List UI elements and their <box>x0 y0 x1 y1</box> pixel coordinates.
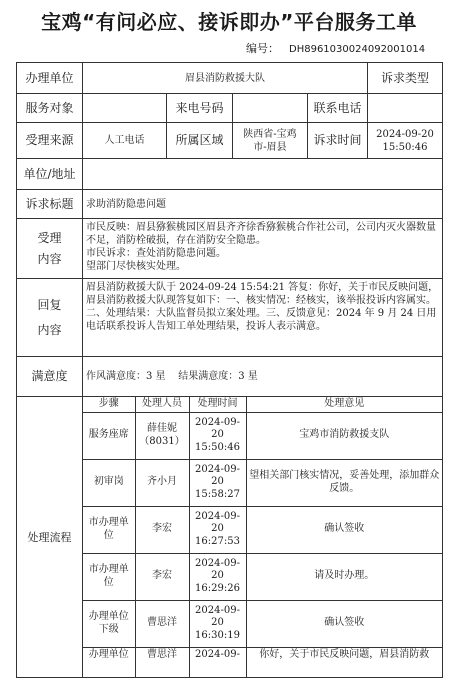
service-target-value <box>83 94 167 123</box>
contact-phone-label: 联系电话 <box>308 94 368 123</box>
unit-value: 眉县消防救援大队 <box>83 63 368 94</box>
row-contact <box>17 94 443 123</box>
reply-content: 眉县消防救援大队于 2024-09-24 15:54:21 答复：你好，关于市民反映问题，眉县消防救援大队现答复如下：一、核实情况：经核实，该举报投诉内容属实。二、处理结果：大队监督员拟立案处理。三、反馈意见：2024 年 9 月 24 日用电话联系投诉人告知工单处理结果，投诉人表示满意。 <box>83 279 443 357</box>
incoming-phone-value <box>233 94 308 123</box>
service-target-label: 服务对象 <box>17 94 83 123</box>
area-label: 所属区域 <box>167 123 233 159</box>
row-address <box>17 159 443 190</box>
flow-header-time: 处理时间 <box>189 397 246 412</box>
flow-cell <box>83 397 443 678</box>
flow-step: 初审岗 <box>83 459 135 506</box>
row-satisfaction <box>17 357 443 397</box>
subject-label: 诉求标题 <box>17 190 83 219</box>
address-label: 单位/地址 <box>17 159 83 190</box>
row-unit <box>17 63 443 94</box>
work-order-table <box>16 62 443 678</box>
flow-time: 2024-09- 20 16:30:19 <box>189 600 246 647</box>
flow-opinion: 确认签收 <box>246 600 442 647</box>
flow-time: 2024-09- 20 15:58:27 <box>189 459 246 506</box>
row-flow <box>17 397 443 678</box>
flow-row <box>83 506 442 553</box>
source-value: 人工电话 <box>83 123 167 159</box>
unit-label: 办理单位 <box>17 63 83 94</box>
area-value: 陕西省-宝鸡 市-眉县 <box>233 123 308 159</box>
reply-label-line2: 内容 <box>37 322 62 337</box>
flow-time: 2024-09- 20 15:50:46 <box>189 412 246 459</box>
flow-row <box>83 600 442 647</box>
flow-header-opinion: 处理意见 <box>246 397 442 412</box>
accept-label <box>17 219 83 279</box>
flow-row <box>83 459 442 506</box>
flow-header-step: 步骤 <box>83 397 135 412</box>
flow-table <box>83 397 442 677</box>
flow-step: 办理单位 <box>83 647 135 677</box>
flow-label: 处理流程 <box>17 397 83 678</box>
flow-person: 齐小月 <box>135 459 189 506</box>
incoming-phone-label: 来电号码 <box>167 94 233 123</box>
flow-person: 曹思洋 <box>135 600 189 647</box>
type-label: 诉求类型 <box>368 63 443 94</box>
flow-person: 薛佳妮 （8031） <box>135 412 189 459</box>
flow-person: 李宏 <box>135 506 189 553</box>
flow-time: 2024-09- <box>189 647 246 677</box>
row-subject <box>17 190 443 219</box>
flow-row <box>83 647 442 677</box>
row-source <box>17 123 443 159</box>
satisfaction-label: 满意度 <box>17 357 83 397</box>
flow-header-person: 处理人员 <box>135 397 189 412</box>
accept-label-line2: 内容 <box>37 251 62 266</box>
flow-step: 市办理单 位 <box>83 506 135 553</box>
flow-step: 服务座席 <box>83 412 135 459</box>
flow-time: 2024-09- 20 16:27:53 <box>189 506 246 553</box>
flow-row <box>83 553 442 600</box>
reply-label-line1: 回复 <box>37 297 62 312</box>
flow-step: 办理单位 下级 <box>83 600 135 647</box>
flow-time: 2024-09- 20 16:29:26 <box>189 553 246 600</box>
serial-number <box>246 40 425 56</box>
source-label: 受理来源 <box>17 123 83 159</box>
subject-value: 求助消防隐患问题 <box>83 190 443 219</box>
serial-label: 编号： <box>246 42 279 55</box>
flow-opinion: 请及时办理。 <box>246 553 442 600</box>
reply-label <box>17 279 83 357</box>
row-reply <box>17 279 443 357</box>
flow-person: 曹思洋 <box>135 647 189 677</box>
contact-phone-value <box>368 94 443 123</box>
document-title: 宝鸡“有问必应、接诉即办”平台服务工单 <box>41 10 417 34</box>
flow-row <box>83 412 442 459</box>
time-label: 诉求时间 <box>308 123 368 159</box>
address-value <box>83 159 443 190</box>
accept-content: 市民反映：眉县猕猴桃园区眉县齐齐徐香猕猴桃合作社公司，公司内灭火器数量不足，消防栓破损，存在消防安全隐患。 市民诉求：查处消防隐患问题。 望部门尽快核实处理。 <box>83 219 443 279</box>
satisfaction-value: 作风满意度：3 星 结果满意度：3 星 <box>83 357 443 397</box>
serial-value: DH8961030024092001014 <box>289 44 426 55</box>
flow-opinion: 你好，关于市民反映问题，眉县消防救 <box>246 647 442 677</box>
flow-opinion: 望相关部门核实情况，妥善处理，添加群众反馈。 <box>246 459 442 506</box>
row-accept <box>17 219 443 279</box>
flow-opinion: 宝鸡市消防救援支队 <box>246 412 442 459</box>
flow-header <box>83 397 442 412</box>
time-value: 2024-09-20 15:50:46 <box>368 123 443 159</box>
flow-opinion: 确认签收 <box>246 506 442 553</box>
flow-step: 市办理单 位 <box>83 553 135 600</box>
accept-label-line1: 受理 <box>37 230 62 245</box>
flow-person: 李宏 <box>135 553 189 600</box>
